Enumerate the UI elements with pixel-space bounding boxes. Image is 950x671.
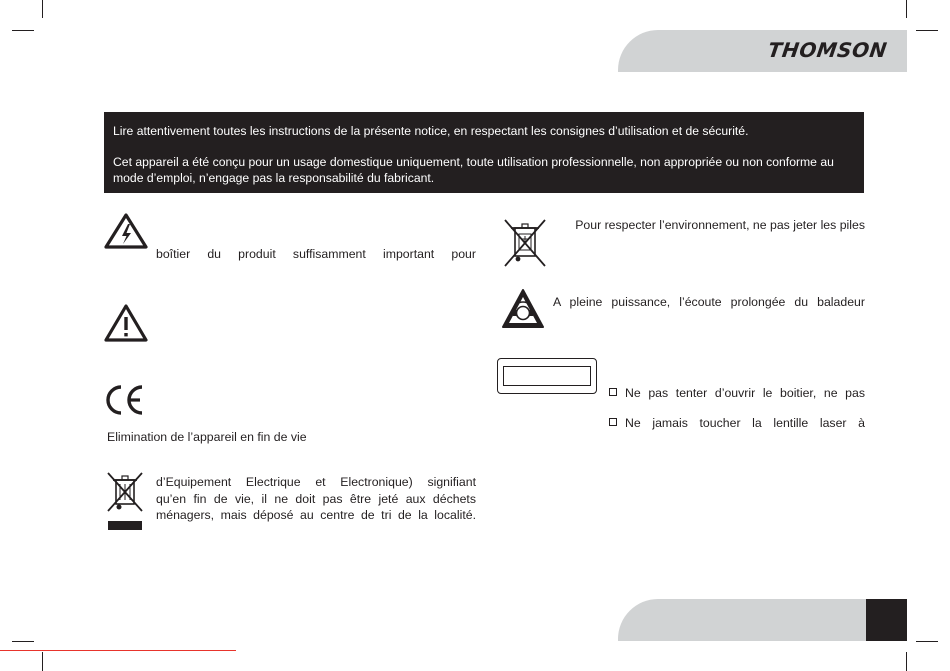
crop-mark: [42, 0, 43, 18]
crop-mark: [906, 0, 907, 18]
brand-logo: THOMSON: [766, 38, 889, 62]
crop-mark: [916, 641, 938, 642]
laser-item-1: [609, 385, 865, 402]
weee-line-3: ménagers, mais déposé au centre de tri de la localité.: [156, 508, 476, 522]
shock-warning-text: boîtier du produit suffisamment important pour: [156, 247, 476, 261]
red-rule: [0, 650, 236, 651]
crop-mark: [12, 641, 34, 642]
laser-item-2-text: Ne jamais toucher la lentille laser à: [625, 416, 865, 430]
laser-item-2: [609, 415, 865, 432]
notice-line-1: Lire attentivement toutes les instructions de la présente notice, en respectant les consignes d’utilisation et de sécurité.: [113, 124, 749, 138]
crossed-out-battery-bin-icon: [502, 216, 548, 270]
crop-mark: [12, 30, 34, 31]
crop-mark: [906, 652, 907, 671]
ce-mark-icon: [104, 384, 146, 416]
volume-warning-text: A pleine puissance, l’écoute prolongée du baladeur: [553, 295, 865, 309]
page-number-block: [866, 599, 907, 641]
electric-shock-warning-icon: [103, 212, 149, 250]
laser-label-inner: [503, 366, 591, 386]
notice-line-2: Cet appareil a été conçu pour un usage domestique uniquement, toute utilisation professionnelle, non appropriée ou non conforme au mode d’emploi, n’engage pas la responsabilité du fabricant.: [113, 155, 834, 185]
bullet-square-icon: [609, 418, 617, 426]
safety-notice-box: [104, 112, 864, 193]
weee-line-2: qu’en fin de vie, il ne doit pas être jeté aux déchets: [156, 491, 476, 506]
crop-mark: [42, 652, 43, 671]
hearing-warning-icon: [501, 288, 545, 330]
laser-item-1-text: Ne pas tenter d’ouvrir le boitier, ne pas: [625, 386, 865, 400]
disposal-heading: Elimination de l’appareil en fin de vie: [107, 430, 307, 444]
footer-tab: [618, 599, 866, 641]
weee-text: [156, 474, 476, 524]
battery-disposal-text: Pour respecter l’environnement, ne pas jeter les piles: [575, 218, 865, 232]
crop-mark: [916, 30, 938, 31]
bullet-square-icon: [609, 388, 617, 396]
laser-class-label: [497, 358, 597, 394]
caution-warning-icon: [103, 303, 149, 343]
weee-line-1: d’Equipement Electrique et Electronique) signifiant: [156, 475, 476, 489]
crossed-out-bin-icon: [106, 470, 144, 532]
